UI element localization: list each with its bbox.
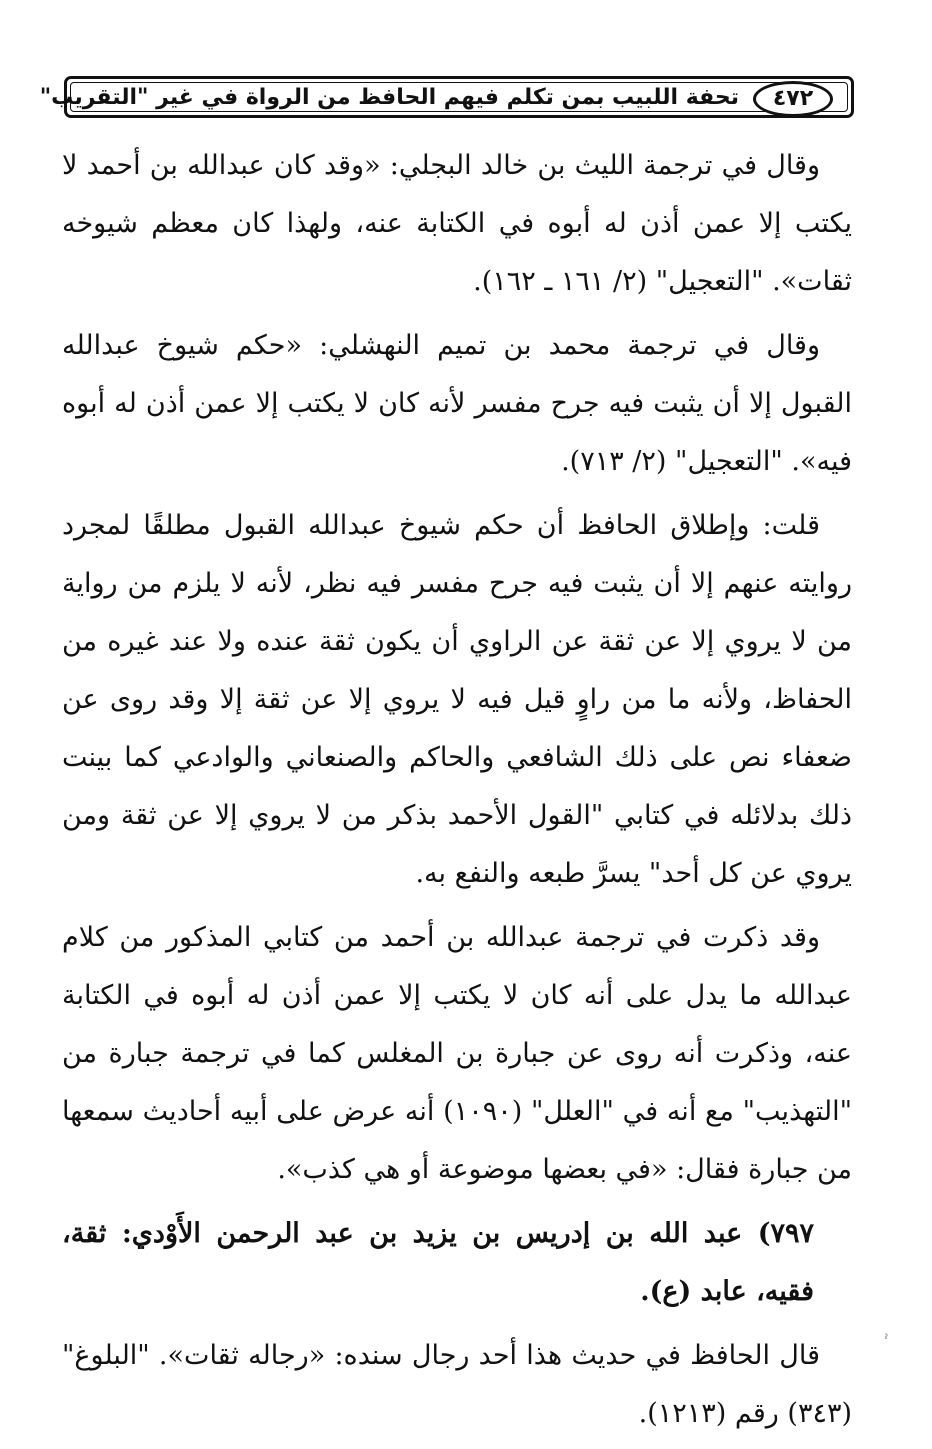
page-number: ٤٧٢ [772,86,814,111]
paragraph-3: قلت: وإطلاق الحافظ أن حكم شيوخ عبدالله القبول مطلقًا لمجرد روايته عنهم إلا أن يثبت فيه جرح مفسر فيه نظر، لأنه لا يلزم من رواية من لا يروي إلا عن ثقة عن الراوي أن يكون ثقة عنده ولا عند غيره من الحفاظ، ولأنه ما من راوٍ قيل فيه لا يروي إلا عن ثقة إلا وقد روى عن ضعفاء نص على ذلك الشافعي والحاكم والصنعاني والوادعي كما بينت ذلك بدلائله في كتابي "القول الأحمد بذكر من لا يروي إلا عن ثقة ومن يروي عن كل أحد" يسرَّ طبعه والنفع به. [62,510,852,889]
entry-note: قال الحافظ في حديث هذا أحد رجال سنده: «رجاله ثقات». "البلوغ" (٣٤٣) رقم (١٢١٣). [62,1340,852,1429]
running-header [39,76,854,118]
paragraph-1: وقال في ترجمة الليث بن خالد البجلي: «وقد كان عبدالله بن أحمد لا يكتب إلا عمن أذن له أبوه في الكتابة عنه، ولهذا كان معظم شيوخه ثقات». "التعجيل" (٢/ ١٦١ ـ ١٦٢). [62,150,852,297]
paragraph-4: وقد ذكرت في ترجمة عبدالله بن أحمد من كتابي المذكور من كلام عبدالله ما يدل على أنه كان لا يكتب إلا عمن أذن له أبوه في الكتابة عنه، وذكرت أنه روى عن جبارة بن المغلس كما في ترجمة جبارة من "التهذيب" مع أنه في "العلل" (١٠٩٠) أنه عرض على أبيه أحاديث سمعها من جبارة فقال: «في بعضها موضوعة أو هي كذب». [62,922,852,1185]
narrator-entry [62,1205,852,1321]
entry-number: ٧٩٧) [757,1218,814,1249]
page-body [62,137,852,1449]
entry-text: عبد الله بن إدريس بن يزيد بن عبد الرحمن الأَوْدي: ثقة، فقيه، عابد (ع). [62,1218,814,1307]
paragraph-2: وقال في ترجمة محمد بن تميم النهشلي: «حكم شيوخ عبدالله القبول إلا أن يثبت فيه جرح مفسر لأنه كان لا يكتب إلا عمن أذن له أبوه فيه». "التعجيل" (٢/ ٧١٣). [62,330,852,477]
page-number-badge [753,81,833,117]
scan-mark: ˀ [884,1332,888,1346]
running-title: تحفة اللبيب بمن تكلم فيهم الحافظ من الرواة في غير "التقريب" [39,85,739,110]
